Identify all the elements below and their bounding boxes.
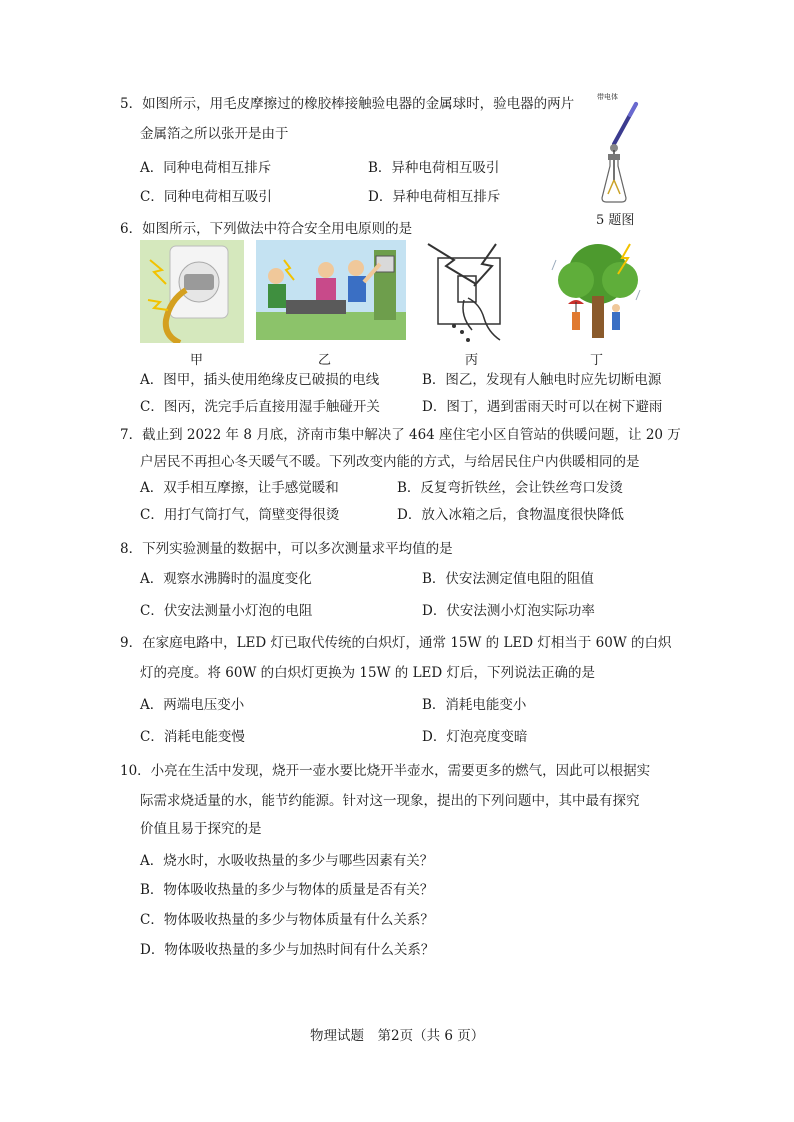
q5-option-a: A．同种电荷相互排斥: [140, 160, 272, 176]
q6-option-a: A．图甲，插头使用绝缘皮已破损的电线: [140, 372, 380, 388]
q10-stem-line1: 10．小亮在生活中发现，烧开一壶水要比烧开半壶水，需要更多的燃气，因此可以根据实: [120, 763, 651, 779]
q10-stem-line3: 价值且易于探究的是: [140, 821, 262, 837]
q7-stem-line2: 户居民不再担心冬天暖气不暖。下列改变内能的方式，与给居民住户内供暖相同的是: [140, 454, 640, 470]
figure-label-yi: 乙: [318, 353, 332, 368]
q6-option-b: B．图乙，发现有人触电时应先切断电源: [422, 372, 662, 388]
q9-option-d: D．灯泡亮度变暗: [422, 729, 528, 745]
q6-option-d: D．图丁，遇到雷雨天时可以在树下避雨: [422, 399, 663, 415]
q5-stem-line2: 金属箔之所以张开是由于: [140, 126, 289, 142]
q9-stem-line1: 9．在家庭电路中，LED 灯已取代传统的白炽灯，通常 15W 的 LED 灯相当于 60W 的白炽: [120, 635, 672, 651]
q7-stem-line1: 7．截止到 2022 年 8 月底，济南市集中解决了 464 座住宅小区自管站的供暖问题，让 20 万: [120, 427, 681, 443]
q8-option-a: A．观察水沸腾时的温度变化: [140, 571, 312, 587]
damaged-plug-icon: [140, 240, 244, 343]
q5-option-d: D．异种电荷相互排斥: [368, 189, 501, 205]
q5-figure-caption: 5 题图: [596, 213, 635, 228]
figure-label-bing: 丙: [465, 353, 479, 368]
q7-option-d: D．放入冰箱之后，食物温度很快降低: [397, 507, 624, 523]
q6-option-c: C．图丙，洗完手后直接用湿手触碰开关: [140, 399, 380, 415]
q9-option-b: B．消耗电能变小: [422, 697, 527, 713]
wet-hand-switch-icon: [424, 240, 516, 343]
q9-option-c: C．消耗电能变慢: [140, 729, 245, 745]
electroscope-icon: [600, 98, 662, 210]
q8-option-d: D．伏安法测小灯泡实际功率: [422, 603, 595, 619]
q10-option-c: C．物体吸收热量的多少与物体质量有什么关系？: [140, 912, 434, 928]
q7-option-c: C．用打气筒打气，筒壁变得很烫: [140, 507, 340, 523]
q5-stem-line1: 5．如图所示，用毛皮摩擦过的橡胶棒接触验电器的金属球时，验电器的两片: [120, 96, 575, 112]
q6-stem-line1: 6．如图所示，下列做法中符合安全用电原则的是: [120, 221, 413, 237]
q9-stem-line2: 灯的亮度。将 60W 的白炽灯更换为 15W 的 LED 灯后，下列说法正确的是: [140, 665, 595, 681]
q8-stem-line1: 8．下列实验测量的数据中，可以多次测量求平均值的是: [120, 541, 453, 557]
electric-shock-rescue-icon: [256, 240, 406, 340]
q7-option-a: A．双手相互摩擦，让手感觉暖和: [140, 480, 339, 496]
q10-option-a: A．烧水时，水吸收热量的多少与哪些因素有关？: [140, 853, 434, 869]
figure-label-ding: 丁: [590, 353, 604, 368]
q9-option-a: A．两端电压变小: [140, 697, 245, 713]
q8-option-b: B．伏安法测定值电阻的阻值: [422, 571, 594, 587]
electroscope-label: 带电体: [597, 93, 618, 101]
q10-option-d: D．物体吸收热量的多少与加热时间有什么关系？: [140, 942, 435, 958]
q10-stem-line2: 际需求烧适量的水，能节约能源。针对这一现象，提出的下列问题中，其中最有探究: [140, 793, 640, 809]
tree-lightning-icon: [550, 240, 646, 343]
q5-option-b: B．异种电荷相互吸引: [368, 160, 500, 176]
q5-option-c: C．同种电荷相互吸引: [140, 189, 272, 205]
page-footer: 物理试题 第2页（共 6 页）: [310, 1028, 485, 1044]
figure-label-jia: 甲: [190, 353, 204, 368]
q8-option-c: C．伏安法测量小灯泡的电阻: [140, 603, 313, 619]
q10-option-b: B．物体吸收热量的多少与物体的质量是否有关？: [140, 882, 434, 898]
q7-option-b: B．反复弯折铁丝，会让铁丝弯口发烫: [397, 480, 623, 496]
